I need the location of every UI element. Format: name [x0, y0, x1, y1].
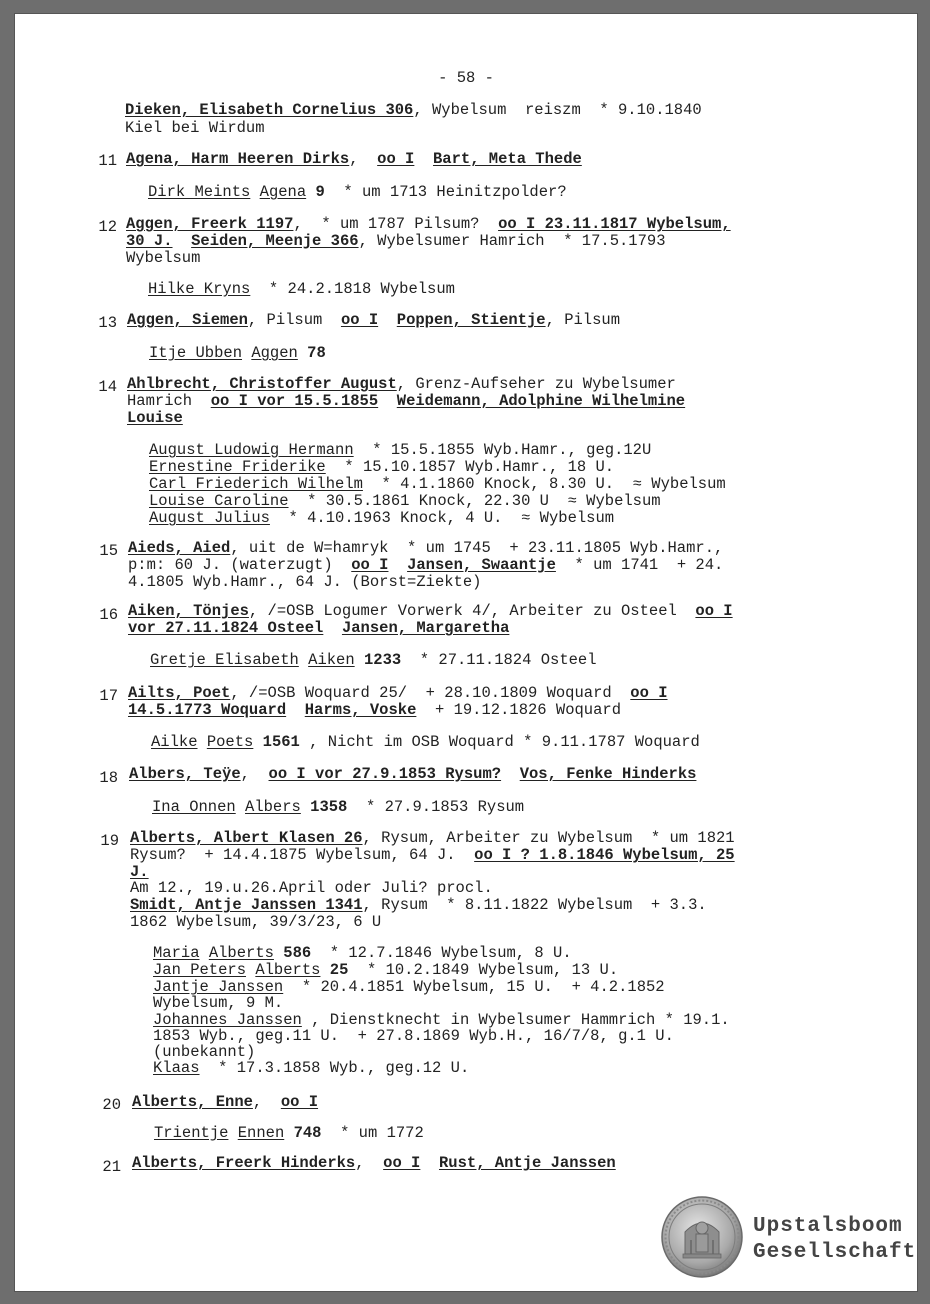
- entry-number: 19: [100, 832, 119, 850]
- marriage-info: oo I: [695, 602, 733, 620]
- child-surname: Aiken: [308, 651, 355, 669]
- separator: ,: [240, 765, 269, 783]
- child-details: * 20.4.1851 Wybelsum, 15 U. + 4.2.1852: [283, 978, 665, 996]
- child-ref: 25: [329, 961, 349, 979]
- marriage-info: J.: [130, 863, 149, 881]
- person-details: Rysum? + 14.4.1875 Wybelsum, 64 J.: [130, 846, 475, 864]
- child-given-name: Jantje Janssen: [153, 978, 284, 996]
- spouse-name: Rust, Antje Janssen: [438, 1154, 616, 1172]
- intro-line-1: [125, 102, 702, 119]
- person-name: Albers, Teÿe: [129, 765, 241, 783]
- child-surname: Aggen: [251, 344, 298, 362]
- child-continuation: (unbekannt): [153, 1043, 256, 1061]
- child-ref: 1233: [363, 651, 402, 669]
- marriage-info: oo I 23.11.1817 Wybelsum,: [498, 215, 731, 233]
- child-given-name: Jan Peters: [153, 961, 247, 979]
- marriage-info: vor 27.11.1824 Osteel: [128, 619, 324, 637]
- child-line: [150, 652, 597, 669]
- child-line: [148, 281, 455, 298]
- intro-line-2: Kiel bei Wirdum: [125, 119, 265, 137]
- child-details: , Dienstknecht in Wybelsumer Hammrich * 19.1.: [301, 1011, 730, 1029]
- entry-14-line-3: [127, 410, 183, 427]
- child-line: [149, 493, 661, 510]
- entry-17-line-2: [128, 702, 621, 719]
- spouse-name: Bart, Meta Thede: [432, 150, 582, 168]
- entry-19-line-5: [130, 897, 707, 914]
- child-given-name: Hilke Kryns: [148, 280, 251, 298]
- page-number: - 58 -: [438, 69, 494, 87]
- child-given-name: Trientje: [154, 1124, 229, 1142]
- marriage-info: oo I: [351, 556, 389, 574]
- child-ref: 586: [283, 944, 312, 962]
- entry-number: 11: [98, 152, 117, 170]
- entry-16-line-1: [128, 603, 733, 620]
- child-details: * um 1713 Heinitzpolder?: [324, 183, 567, 201]
- person-details: , Wybelsum reiszm * 9.10.1840: [413, 101, 702, 119]
- child-details: , Nicht im OSB Woquard * 9.11.1787 Woquard: [299, 733, 700, 751]
- entry-number: 20: [102, 1096, 121, 1114]
- child-line: [148, 184, 567, 201]
- entry-15-line-1: [128, 540, 723, 557]
- child-details: * 15.10.1857 Wyb.Hamr., 18 U.: [325, 458, 615, 476]
- child-line: [149, 345, 326, 362]
- marriage-info: oo I: [630, 684, 668, 702]
- entry-17-line-1: [128, 685, 668, 702]
- marriage-info: 30 J.: [126, 232, 173, 250]
- spouse-details: , Rysum * 8.11.1822 Wybelsum + 3.3.: [362, 896, 707, 914]
- person-name: Ahlbrecht, Christoffer August: [127, 375, 397, 393]
- child-line: [152, 799, 524, 816]
- person-details: , uit de W=hamryk * um 1745 + 23.11.1805 Wyb.Hamr.,: [230, 539, 724, 557]
- entry-21-head: [132, 1155, 616, 1172]
- child-ref: 748: [293, 1124, 322, 1142]
- spouse-name: Vos, Fenke Hinderks: [519, 765, 697, 783]
- separator: ,: [349, 150, 378, 168]
- entry-number: 21: [102, 1158, 121, 1176]
- child-surname: Albers: [245, 798, 301, 816]
- entry-19-line-6: 1862 Wybelsum, 39/3/23, 6 U: [130, 913, 382, 931]
- child-details: * um 1772: [321, 1124, 424, 1142]
- spouse-details: , Wybelsumer Hamrich * 17.5.1793: [358, 232, 666, 250]
- person-name: Aggen, Freerk 1197: [126, 215, 294, 233]
- child-given-name: Itje Ubben: [149, 344, 243, 362]
- person-name: Dieken, Elisabeth Cornelius 306: [125, 101, 414, 119]
- entry-13-head: [127, 312, 620, 329]
- child-ref: 9: [315, 183, 325, 201]
- spouse-name: Jansen, Margaretha: [341, 619, 510, 637]
- entry-14-line-1: [127, 376, 676, 393]
- child-line: [149, 510, 614, 527]
- person-details: p:m: 60 J. (waterzugt): [128, 556, 352, 574]
- entry-19-line-4: Am 12., 19.u.26.April oder Juli? procl.: [130, 879, 493, 897]
- child-given-name: Ernestine Friderike: [149, 458, 326, 476]
- child-line: [149, 476, 726, 493]
- child-given-name: Louise Caroline: [149, 492, 289, 510]
- entry-number: 16: [99, 606, 118, 624]
- person-details: , Pilsum: [247, 311, 341, 329]
- child-given-name: Gretje Elisabeth: [150, 651, 299, 669]
- child-details: * 24.2.1818 Wybelsum: [250, 280, 455, 298]
- child-line: [149, 459, 614, 476]
- entry-number: 13: [98, 314, 117, 332]
- child-given-name: Klaas: [153, 1059, 200, 1077]
- entry-19-line-1: [130, 830, 735, 847]
- person-details: , /=OSB Woquard 25/ + 28.10.1809 Woquard: [230, 684, 631, 702]
- entry-14-line-2: [127, 393, 685, 410]
- entry-number: 14: [98, 378, 117, 396]
- marriage-info: oo I vor 27.9.1853 Rysum?: [268, 765, 502, 783]
- person-name: Aiken, Tönjes: [128, 602, 249, 620]
- child-details: * 15.5.1855 Wyb.Hamr., geg.12U: [353, 441, 652, 459]
- entry-12-line-3: Wybelsum: [126, 249, 201, 267]
- child-surname: Agena: [259, 183, 307, 201]
- person-details: , Grenz-Aufseher zu Wybelsumer: [396, 375, 676, 393]
- entry-11-head: [126, 151, 582, 168]
- entry-number: 12: [98, 218, 117, 236]
- child-given-name: Ina Onnen: [152, 798, 236, 816]
- child-ref: 1358: [310, 798, 348, 816]
- child-given-name: Carl Friederich Wilhelm: [149, 475, 363, 493]
- child-given-name: Johannes Janssen: [153, 1011, 302, 1029]
- separator: ,: [355, 1154, 384, 1172]
- marriage-info: oo I: [340, 311, 379, 329]
- entry-number: 17: [99, 687, 118, 705]
- logo-text-line-1: Upstalsboom: [753, 1215, 903, 1238]
- child-given-name: August Julius: [149, 509, 270, 527]
- child-ref: 78: [307, 344, 326, 362]
- child-surname: Alberts: [255, 961, 321, 979]
- marriage-info: oo I: [383, 1154, 421, 1172]
- child-line: [153, 945, 572, 962]
- spouse-name: Louise: [127, 409, 183, 427]
- person-name: Aggen, Siemen: [127, 311, 248, 329]
- child-line: [151, 734, 700, 751]
- spouse-name: Seiden, Meenje 366: [191, 232, 359, 250]
- marriage-info: oo I vor 15.5.1855: [210, 392, 379, 410]
- entry-18-head: [129, 766, 696, 783]
- child-continuation: 1853 Wyb., geg.11 U. + 27.8.1869 Wyb.H., 16/7/8, g.1 U.: [153, 1027, 674, 1045]
- person-details: , /=OSB Logumer Vorwerk 4/, Arbeiter zu Osteel: [248, 602, 696, 620]
- spouse-name: Smidt, Antje Janssen 1341: [130, 896, 363, 914]
- person-name: Ailts, Poet: [128, 684, 231, 702]
- entry-number: 18: [99, 769, 118, 787]
- child-given-name: August Ludowig Hermann: [149, 441, 354, 459]
- child-details: * 17.3.1858 Wyb., geg.12 U.: [199, 1059, 470, 1077]
- entry-16-line-2: [128, 620, 509, 637]
- child-line: [153, 1060, 469, 1077]
- child-surname: Ennen: [237, 1124, 285, 1142]
- spouse-name: Weidemann, Adolphine Wilhelmine: [396, 392, 686, 410]
- person-name: Alberts, Albert Klasen 26: [130, 829, 363, 847]
- child-line: [153, 962, 618, 979]
- spouse-name: Harms, Voske: [304, 701, 417, 719]
- spouse-name: Poppen, Stientje: [396, 311, 546, 329]
- marriage-info: oo I: [377, 150, 415, 168]
- child-ref: 1561: [262, 733, 300, 751]
- marriage-info: 14.5.1773 Woquard: [128, 701, 287, 719]
- child-details: * 4.1.1860 Knock, 8.30 U. ≈ Wybelsum: [362, 475, 726, 493]
- child-details: * 27.11.1824 Osteel: [401, 651, 597, 669]
- document-page: [14, 13, 918, 1292]
- entry-12-line-2: [126, 233, 666, 250]
- person-details: , Rysum, Arbeiter zu Wybelsum * um 1821: [362, 829, 735, 847]
- entry-20-head: [132, 1094, 318, 1111]
- child-details: * 30.5.1861 Knock, 22.30 U ≈ Wybelsum: [288, 492, 661, 510]
- person-name: Aieds, Aied: [128, 539, 231, 557]
- child-details: * 4.10.1963 Knock, 4 U. ≈ Wybelsum: [269, 509, 615, 527]
- entry-15-line-3: 4.1805 Wyb.Hamr., 64 J. (Borst=Ziekte): [128, 573, 482, 591]
- person-name: Alberts, Enne: [132, 1093, 253, 1111]
- child-details: * 27.9.1853 Rysum: [347, 798, 525, 816]
- separator: ,: [252, 1093, 281, 1111]
- marriage-info: oo I ? 1.8.1846 Wybelsum, 25: [474, 846, 735, 864]
- person-name: Alberts, Freerk Hinderks: [132, 1154, 356, 1172]
- logo-text-line-2: Gesellschaft: [753, 1241, 917, 1264]
- spouse-name: Jansen, Swaantje: [407, 556, 556, 574]
- child-given-name: Dirk Meints: [148, 183, 251, 201]
- child-given-name: Maria: [153, 944, 200, 962]
- person-details: , * um 1787 Pilsum?: [293, 215, 499, 233]
- child-surname: Poets: [206, 733, 254, 751]
- entry-19-line-2: [130, 847, 735, 864]
- spouse-details: + 19.12.1826 Woquard: [416, 701, 622, 719]
- entry-number: 15: [99, 542, 118, 560]
- child-surname: Alberts: [208, 944, 274, 962]
- spouse-details: , Pilsum: [545, 311, 621, 329]
- child-continuation: Wybelsum, 9 M.: [153, 994, 284, 1012]
- entry-15-line-2: [128, 557, 723, 574]
- child-details: * 10.2.1849 Wybelsum, 13 U.: [348, 961, 619, 979]
- child-line: [149, 442, 651, 459]
- child-details: * 12.7.1846 Wybelsum, 8 U.: [311, 944, 572, 962]
- person-name: Agena, Harm Heeren Dirks: [126, 150, 350, 168]
- child-given-name: Ailke: [151, 733, 198, 751]
- society-seal-icon: [661, 1196, 743, 1278]
- entry-12-line-1: [126, 216, 731, 233]
- spouse-details: * um 1741 + 24.: [555, 556, 724, 574]
- marriage-info: oo I: [280, 1093, 319, 1111]
- person-details: Hamrich: [127, 392, 211, 410]
- child-line: [154, 1125, 424, 1142]
